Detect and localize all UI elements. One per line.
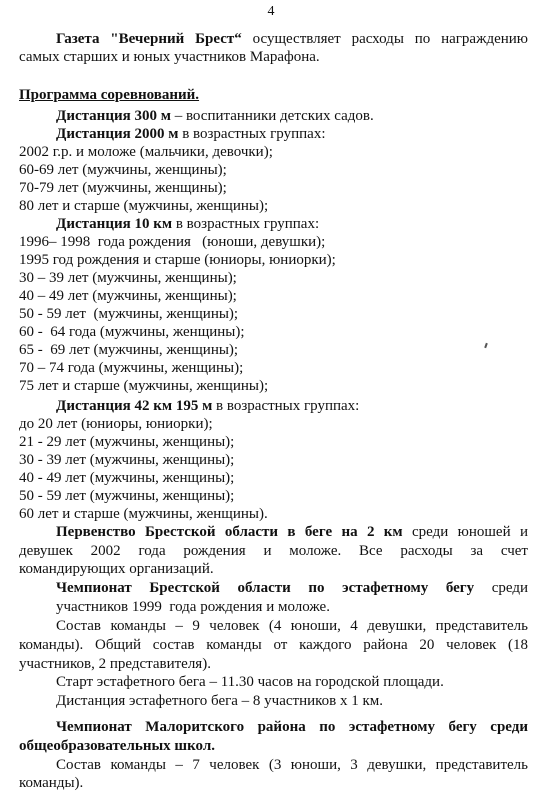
program-heading: Программа соревнований.: [19, 87, 200, 103]
relay-district-team-line-1: Состав команды – 7 человек (3 юноши, 3 девушки, представитель: [56, 757, 528, 773]
relay-district-line-1: Чемпионат Малоритского района по эстафетному бегу среди: [56, 719, 528, 735]
region-2km-line-1: Первенство Брестской области в беге на 2 км среди юношей и: [56, 524, 528, 540]
region-2km-line-2: девушек 2002 года рождения и моложе. Все расходы за счет: [19, 543, 528, 559]
age-group-item: 40 - 49 лет (мужчины, женщины);: [19, 470, 235, 486]
relay-start-line: Старт эстафетного бега – 11.30 часов на городской площади.: [56, 674, 444, 690]
age-group-item: 75 лет и старше (мужчины, женщины);: [19, 378, 269, 394]
relay-distance-line: Дистанция эстафетного бега – 8 участников х 1 км.: [56, 693, 384, 709]
age-group-item: 1996– 1998 года рождения (юноши, девушки);: [19, 234, 326, 250]
age-group-item: 50 - 59 лет (мужчины, женщины);: [19, 306, 239, 322]
distance-42km-heading: Дистанция 42 км 195 м в возрастных группах:: [56, 398, 360, 414]
age-group-item: 2002 г.р. и моложе (мальчики, девочки);: [19, 144, 273, 160]
age-group-item: 70 – 74 года (мужчины, женщины);: [19, 360, 244, 376]
age-group-item: 30 - 39 лет (мужчины, женщины);: [19, 452, 235, 468]
distance-10km-heading: Дистанция 10 км в возрастных группах:: [56, 216, 320, 232]
region-2km-line-3: командирующих организаций.: [19, 561, 214, 577]
intro-line-1: Газета "Вечерний Брест“ осуществляет расходы по награждению: [56, 31, 529, 47]
intro-line-2: самых старших и юных участников Марафона.: [19, 49, 320, 65]
relay-region-line-1: Чемпионат Брестской области по эстафетному бегу среди: [56, 580, 528, 596]
relay-district-team-line-2: команды).: [19, 775, 84, 791]
age-group-item: 1995 год рождения и старше (юниоры, юниорки);: [19, 252, 336, 268]
distance-2000-heading: Дистанция 2000 м в возрастных группах:: [56, 126, 326, 142]
age-group-item: 65 - 69 лет (мужчины, женщины);: [19, 342, 239, 358]
age-group-item: 80 лет и старше (мужчины, женщины);: [19, 198, 269, 214]
relay-team-line-3: участников, 2 представителя).: [19, 656, 211, 672]
relay-region-line-2: участников 1999 года рождения и моложе.: [56, 599, 330, 615]
age-group-item: 60 лет и старше (мужчины, женщины).: [19, 506, 268, 522]
age-group-item: 60 - 64 года (мужчины, женщины);: [19, 324, 245, 340]
relay-team-line-1: Состав команды – 9 человек (4 юноши, 4 девушки, представитель: [56, 618, 528, 634]
relay-district-line-2: общеобразовательных школ.: [19, 738, 215, 754]
age-group-item: 30 – 39 лет (мужчины, женщины);: [19, 270, 237, 286]
age-group-item: 60-69 лет (мужчины, женщины);: [19, 162, 227, 178]
age-group-item: 40 – 49 лет (мужчины, женщины);: [19, 288, 237, 304]
age-group-item: 70-79 лет (мужчины, женщины);: [19, 180, 227, 196]
age-group-item: 50 - 59 лет (мужчины, женщины);: [19, 488, 235, 504]
newspaper-name: Газета "Вечерний Брест“: [56, 31, 242, 47]
age-group-item: 21 - 29 лет (мужчины, женщины);: [19, 434, 235, 450]
distance-300-line: Дистанция 300 м – воспитанники детских садов.: [56, 108, 374, 124]
page-number: 4: [267, 4, 275, 19]
age-group-item: до 20 лет (юниоры, юниорки);: [19, 416, 213, 432]
relay-team-line-2: команды). Общий состав команды от каждого района 20 человек (18: [19, 637, 528, 653]
